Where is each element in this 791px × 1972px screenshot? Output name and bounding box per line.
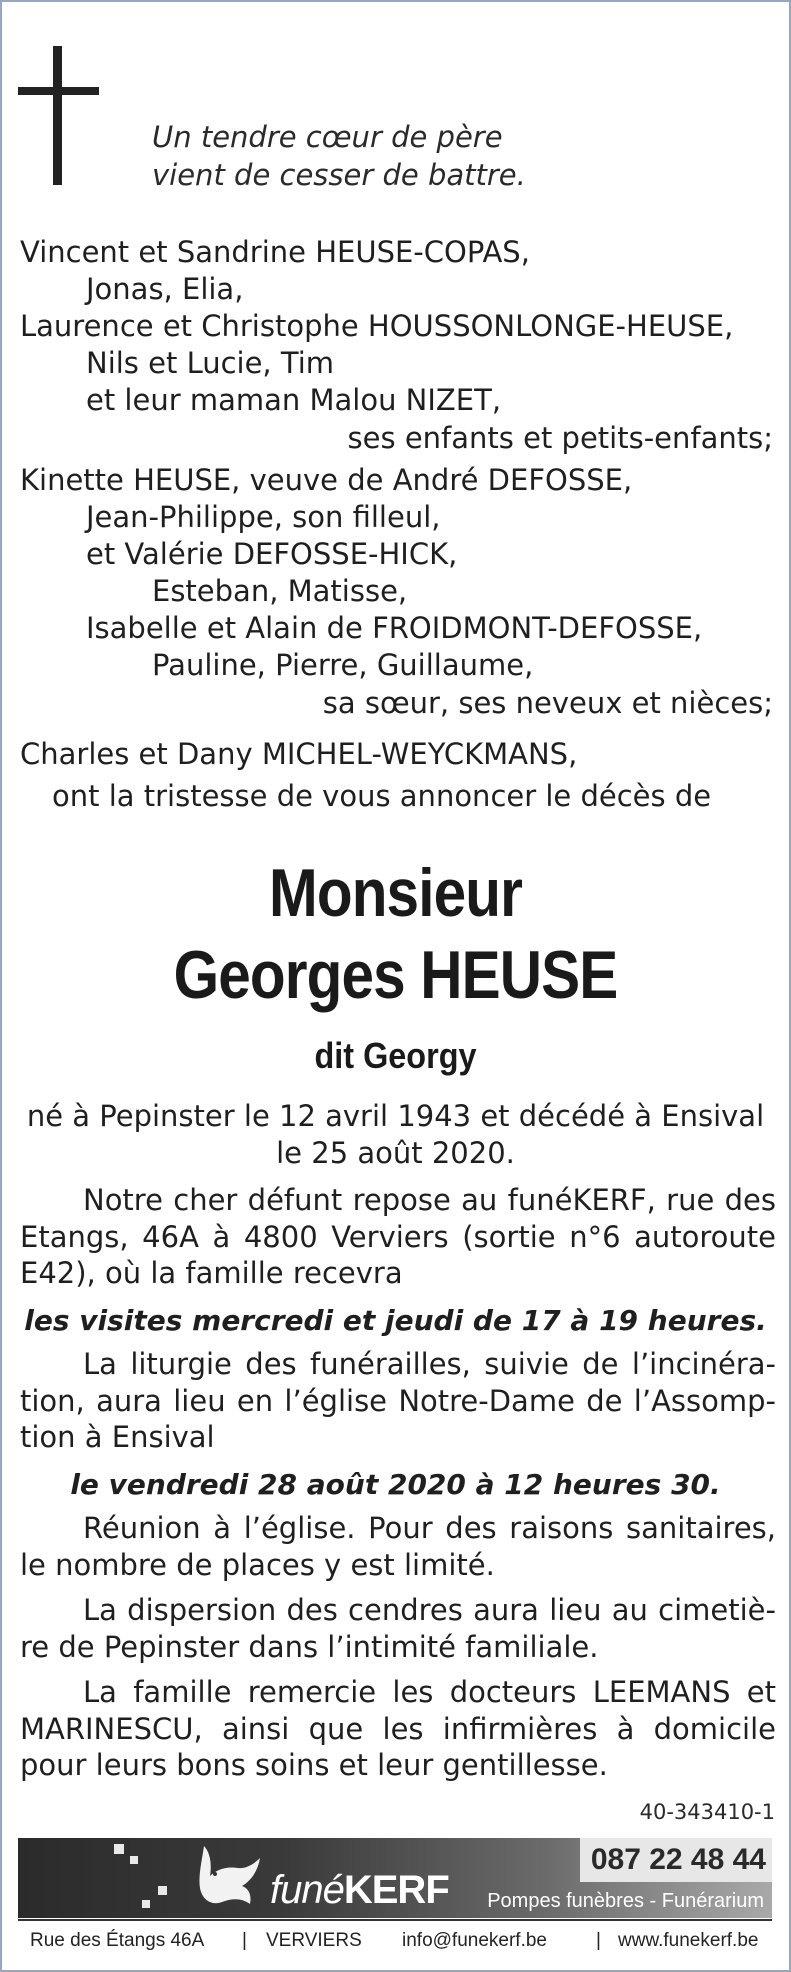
cross-icon <box>53 46 62 185</box>
cross-icon-bar <box>18 87 99 95</box>
separator: | <box>596 1930 601 1951</box>
paragraph-liturgy <box>20 1346 776 1456</box>
family-line: Charles et Dany MICHEL-WEYCKMANS, <box>20 737 578 771</box>
dove-logo-icon <box>196 1844 264 1916</box>
paragraph-repose <box>20 1182 776 1292</box>
funeral-home-contact-bar <box>18 1919 772 1965</box>
decor-square <box>158 1886 167 1895</box>
family-line: Isabelle et Alain de FROIDMONT-DEFOSSE, <box>86 611 703 645</box>
paragraph-dispersion <box>20 1592 776 1665</box>
family-line: et leur maman Malou NIZET, <box>86 383 502 417</box>
phone-box <box>580 1838 772 1882</box>
family-line: Nils et Lucie, Tim <box>86 346 335 380</box>
family-line: Vincent et Sandrine HEUSE-COPAS, <box>20 235 530 269</box>
tagline <box>152 118 526 194</box>
paragraph-text: Réunion à l’église. Pour des raisons sanitaires, le nombre de places y est limité. <box>20 1511 776 1582</box>
funeral-home-subtitle: Pompes funèbres - Funérarium <box>487 1890 764 1912</box>
funeral-home-logo <box>270 1868 449 1912</box>
paragraph-text: La famille remercie les docteurs LEEMANS et MARINESCU, ainsi que les infirmières à domicile pour leurs bons soins et leur gentillesse. <box>20 1675 776 1782</box>
decor-square <box>130 1856 138 1864</box>
phone-number: 087 22 48 44 <box>590 1843 766 1876</box>
reference-number: 40-343410-1 <box>639 1800 775 1824</box>
family-line: Jonas, Elia, <box>86 272 244 306</box>
family-line: Jean-Philippe, son filleul, <box>86 500 441 534</box>
logo-bold-part: KERF <box>343 1868 449 1912</box>
logo-light-part: funé <box>270 1868 344 1912</box>
family-line: et Valérie DEFOSSE-HICK, <box>86 537 458 571</box>
tagline-line: vient de cesser de battre. <box>152 158 526 192</box>
deceased-name: Georges HEUSE <box>173 937 618 1013</box>
family-line: Esteban, Matisse, <box>152 574 408 608</box>
deceased-title: Monsieur <box>268 855 523 931</box>
paragraph-text: Notre cher défunt repose au funéKERF, rue des Etangs, 46A à 4800 Verviers (sortie n°6 autoroute E42), où la famille recevra <box>20 1183 776 1290</box>
decor-square <box>114 1844 124 1854</box>
separator: | <box>242 1930 247 1951</box>
tagline-line: Un tendre cœur de père <box>152 120 503 154</box>
family-line-summary: sa sœur, ses neveux et nièces; <box>322 686 773 720</box>
email: info@funekerf.be <box>402 1930 547 1951</box>
family-line: Laurence et Christophe HOUSSONLONGE-HEUSE, <box>20 309 734 343</box>
decor-square <box>142 1900 150 1908</box>
deceased-nickname: dit Georgy <box>314 1035 477 1076</box>
family-line-summary: ses enfants et petits-enfants; <box>347 421 773 455</box>
visits-highlight: les visites mercredi et jeudi de 17 à 19 heures. <box>24 1304 767 1337</box>
funeral-home-banner <box>18 1838 772 1918</box>
city: VERVIERS <box>266 1930 362 1951</box>
paragraph-text: La dispersion des cendres aura lieu au cimetiè-re de Pepinster dans l’intimité familiale. <box>20 1593 776 1664</box>
paragraph-thanks <box>20 1674 776 1784</box>
ceremony-highlight: le vendredi 28 août 2020 à 12 heures 30. <box>70 1468 721 1501</box>
announcement-line: ont la tristesse de vous annoncer le décès de <box>52 779 712 813</box>
website: www.funekerf.be <box>618 1930 759 1951</box>
paragraph-reunion <box>20 1510 776 1583</box>
birth-death-line: le 25 août 2020. <box>276 1136 515 1170</box>
birth-death-line: né à Pepinster le 12 avril 1943 et décédé à Ensival <box>26 1099 765 1133</box>
address: Rue des Étangs 46A <box>30 1930 205 1951</box>
paragraph-text: La liturgie des funérailles, suivie de l’incinéra-tion, aura lieu en l’église Notre-Dame de l’Assomp-tion à Ensival <box>20 1347 776 1454</box>
family-line: Kinette HEUSE, veuve de André DEFOSSE, <box>20 463 633 497</box>
family-line: Pauline, Pierre, Guillaume, <box>152 648 534 682</box>
